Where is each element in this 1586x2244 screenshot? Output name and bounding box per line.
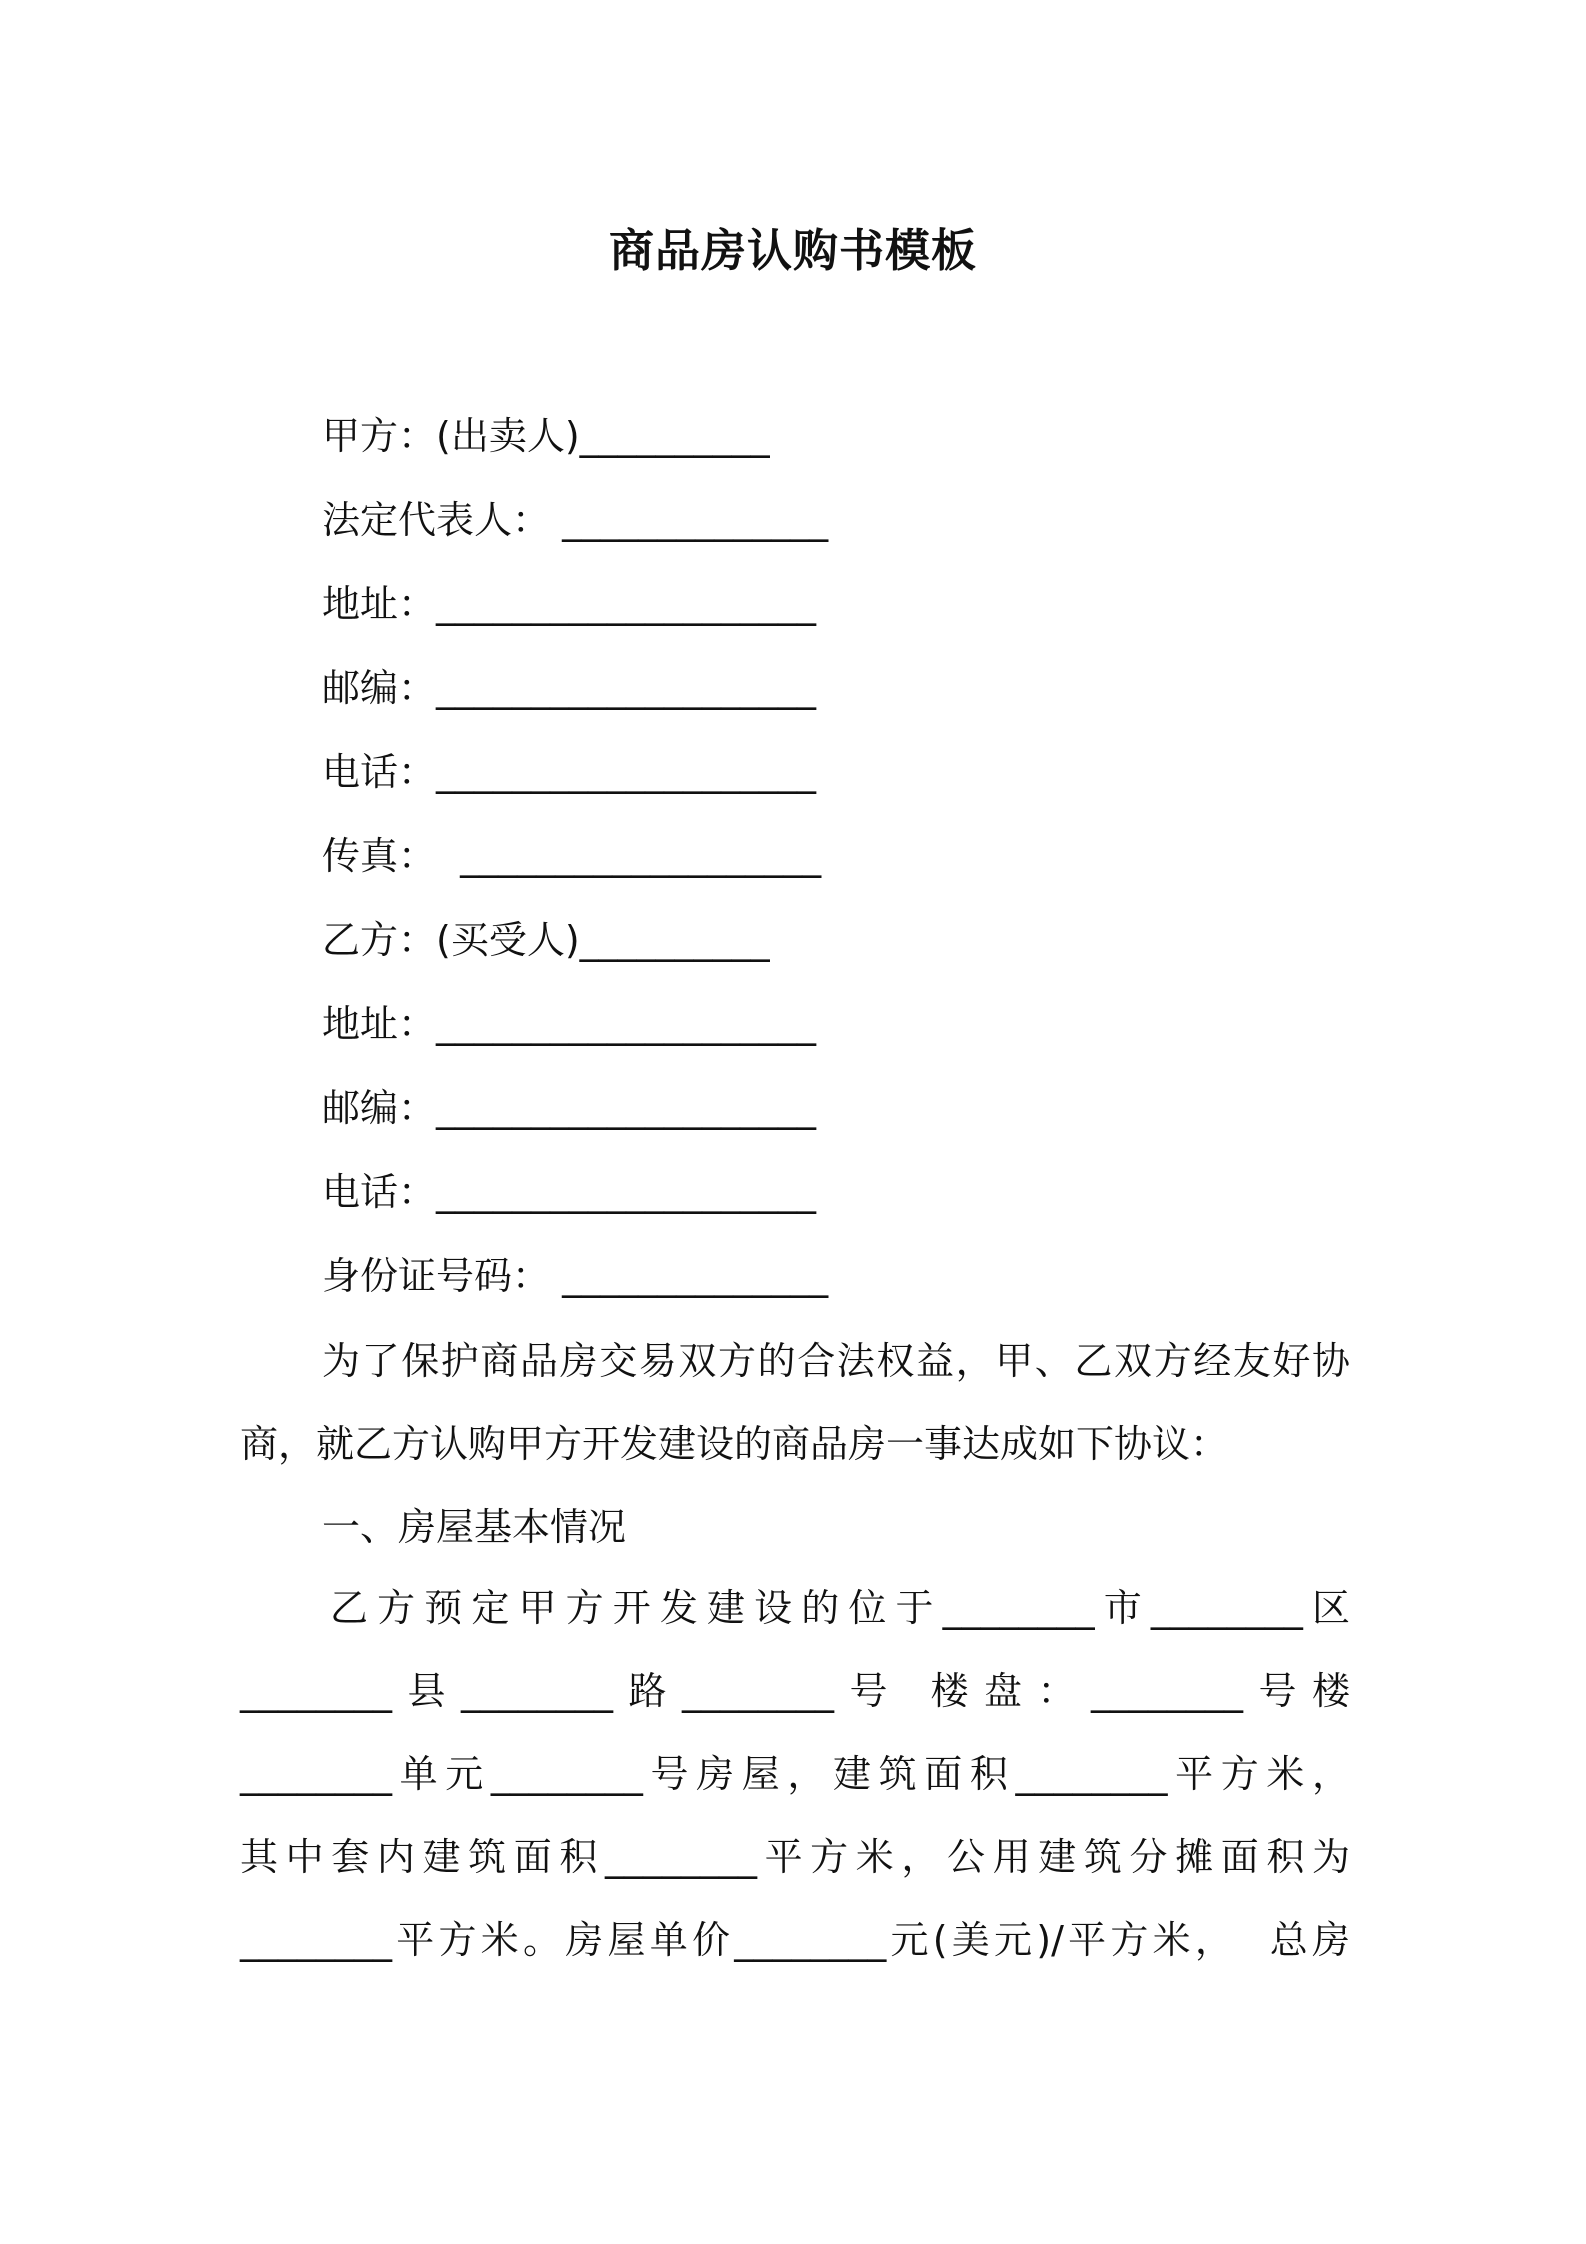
field-blank: (买受人)__________ <box>436 918 770 962</box>
party-a-postcode-field <box>322 662 816 714</box>
party-a-field <box>322 410 770 462</box>
document-title: 商品房认购书模板 <box>608 224 977 277</box>
party-b-address-field <box>322 998 816 1050</box>
section-line: ________单元________号房屋，建筑面积________平方米， <box>240 1752 1350 1796</box>
party-b-field <box>322 914 770 966</box>
party-b-phone-field <box>322 1166 816 1218</box>
section-line: ________县________路________号 楼盘：________号楼 <box>240 1669 1350 1713</box>
field-label: 邮编： <box>322 666 437 710</box>
field-blank: (出卖人)__________ <box>436 414 770 458</box>
party-a-representative-field <box>322 494 828 546</box>
field-label: 甲方： <box>322 414 437 458</box>
field-label: 乙方： <box>322 918 437 962</box>
field-blank: ____________________ <box>436 750 817 794</box>
party-a-address-field <box>322 578 816 630</box>
party-b-id-field <box>322 1250 828 1302</box>
field-blank: ______________ <box>550 498 829 542</box>
field-label: 传真： <box>322 834 437 878</box>
party-a-fax-field <box>322 830 821 882</box>
intro-paragraph: 为了保护商品房交易双方的合法权益，甲、乙双方经友好协商，就乙方认购甲方开发建设的商品房一事达成如下协议： <box>240 1339 1350 1466</box>
field-blank: ____________________ <box>436 582 817 626</box>
field-label: 法定代表人： <box>322 498 551 542</box>
section-1-body <box>240 1567 1350 1982</box>
field-blank: ____________________ <box>436 1086 817 1130</box>
section-heading: 一、房屋基本情况 <box>322 1505 627 1549</box>
field-label: 身份证号码： <box>322 1254 551 1298</box>
field-label: 邮编： <box>322 1086 437 1130</box>
field-blank: ___________________ <box>436 834 822 878</box>
field-blank: ______________ <box>550 1254 829 1298</box>
section-line: ________平方米。房屋单价________元(美元)/平方米， 总房 <box>240 1918 1350 1962</box>
party-a-phone-field <box>322 746 816 798</box>
field-label: 地址： <box>322 582 437 626</box>
party-b-postcode-field <box>322 1082 816 1134</box>
field-blank: ____________________ <box>436 1170 817 1214</box>
field-label: 地址： <box>322 1002 437 1046</box>
field-blank: ____________________ <box>436 666 817 710</box>
field-blank: ____________________ <box>436 1002 817 1046</box>
section-line: 其中套内建筑面积________平方米，公用建筑分摊面积为 <box>240 1835 1350 1879</box>
field-label: 电话： <box>322 750 437 794</box>
field-label: 电话： <box>322 1170 437 1214</box>
section-line: 乙方预定甲方开发建设的位于________市________区 <box>330 1586 1350 1630</box>
